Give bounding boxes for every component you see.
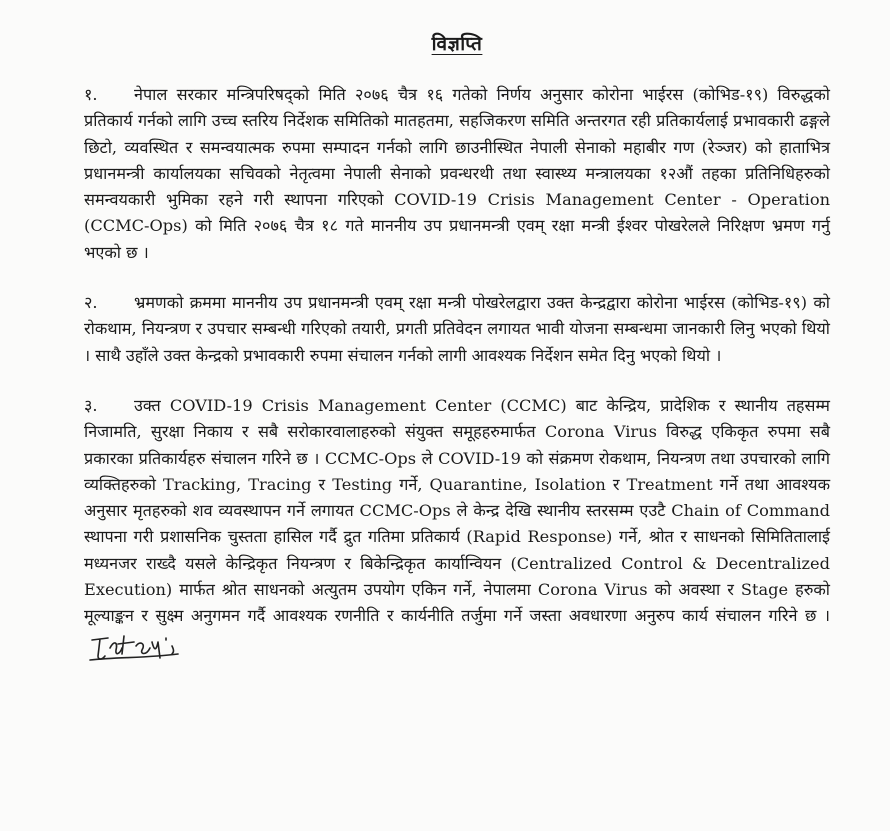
handwritten-signature bbox=[88, 630, 184, 664]
notice-paragraph-2 bbox=[84, 290, 830, 369]
notice-paragraph-1 bbox=[84, 82, 830, 266]
notice-paragraph-3 bbox=[84, 393, 830, 664]
paragraph-text: उक्त COVID-19 Crisis Management Center (CCMC) बाट केन्द्रिय, प्रादेशिक र स्थानीय तहसम्म निजामति, सुरक्षा निकाय र सबै सरोकारवालाहरुको संयुक्त समूहहरुमार्फत Corona Virus विरुद्ध एकिकृत रुपमा सबै प्रकारका प्रतिकार्यहरु संचालन गरिने छ । CCMC-Ops ले COVID-19 को संक्रमण रोकथाम, नियन्त्रण तथा उपचारको लागि व्यक्तिहरुको Tracking, Tracing र Testing गर्ने, Quarantine, Isolation र Treatment गर्ने तथा आवश्यक अनुसार मृतहरुको शव व्यवस्थापन गर्ने लगायत CCMC-Ops ले केन्द्र देखि स्थानीय स्तरसम्म एउटै Chain of Command स्थापना गरी प्रशासनिक चुस्तता हासिल गर्दै द्रुत गतिमा प्रतिकार्य (Rapid Response) गर्ने, श्रोत र साधनको सिमितितालाई मध्यनजर राख्दै यसले केन्द्रिकृत नियन्त्रण र बिकेन्द्रिकृत कार्यान्वियन (Centralized Control & Decentralized Execution) मार्फत श्रोत साधनको अत्युतम उपयोग एकिन गर्ने, नेपालमा Corona Virus को अवस्था र Stage हरुको मूल्याङ्कन र सुक्ष्म अनुगमन गर्दै आवश्यक रणनीति र कार्यनीति तर्जुमा गर्ने जस्ता अवधारणा अनुरुप कार्य संचालन गरिने छ । bbox=[84, 395, 830, 626]
paragraph-number: २. bbox=[84, 293, 98, 313]
notice-title: विज्ञप्ति bbox=[431, 33, 483, 55]
paragraph-number: ३. bbox=[84, 395, 98, 415]
paragraph-number: १. bbox=[84, 85, 98, 104]
paragraph-text: भ्रमणको क्रममा माननीय उप प्रधानमन्त्री एवम् रक्षा मन्त्री पोखरेलद्वारा उक्त केन्द्रद्वारा कोरोना भाईरस (कोभिड-१९) को रोकथाम, नियन्त्रण र उपचार सम्बन्धी गरिएको तयारी, प्रगती प्रतिवेदन लगायत भावी योजना सम्बन्धमा जानकारी लिनु भएको थियो । साथै उहाँले उक्त केन्द्रको प्रभावकारी रुपमा संचालन गर्नको लागी आवश्यक निर्देशन समेत दिनु भएको थियो । bbox=[84, 293, 830, 365]
paragraph-text: नेपाल सरकार मन्त्रिपरिषद्को मिति २०७६ चैत्र १६ गतेको निर्णय अनुसार कोरोना भाईरस (कोभिड-१९) विरुद्धको प्रतिकार्य गर्नको लागि उच्च स्तरिय निर्देशक समितिको मातहतमा, सहजिकरण समिति अन्तरगत रही प्रतिकार्यलाई प्रभावकारी ढङ्गले छिटो, व्यवस्थित र समन्वयात्मक रुपमा सम्पादन गर्नको लागि छाउनीस्थित नेपाली सेनाको महाबीर गण (रेञ्जर) को हाताभित्र प्रधानमन्त्री कार्यालयका सचिवको नेतृत्वमा नेपाली सेनाको प्रवन्धरथी तथा स्वास्थ्य मन्त्रालयका १२औं तहका प्रतिनिधिहरुको समन्वयकारी भुमिका रहने गरी स्थापना गरिएको COVID-19 Crisis Management Center - Operation (CCMC-Ops) को मिति २०७६ चैत्र १८ गते माननीय उप प्रधानमन्त्री एवम् रक्षा मन्त्री ईश्वर पोखरेलले निरिक्षण भ्रमण गर्नु भएको छ । bbox=[84, 85, 830, 262]
